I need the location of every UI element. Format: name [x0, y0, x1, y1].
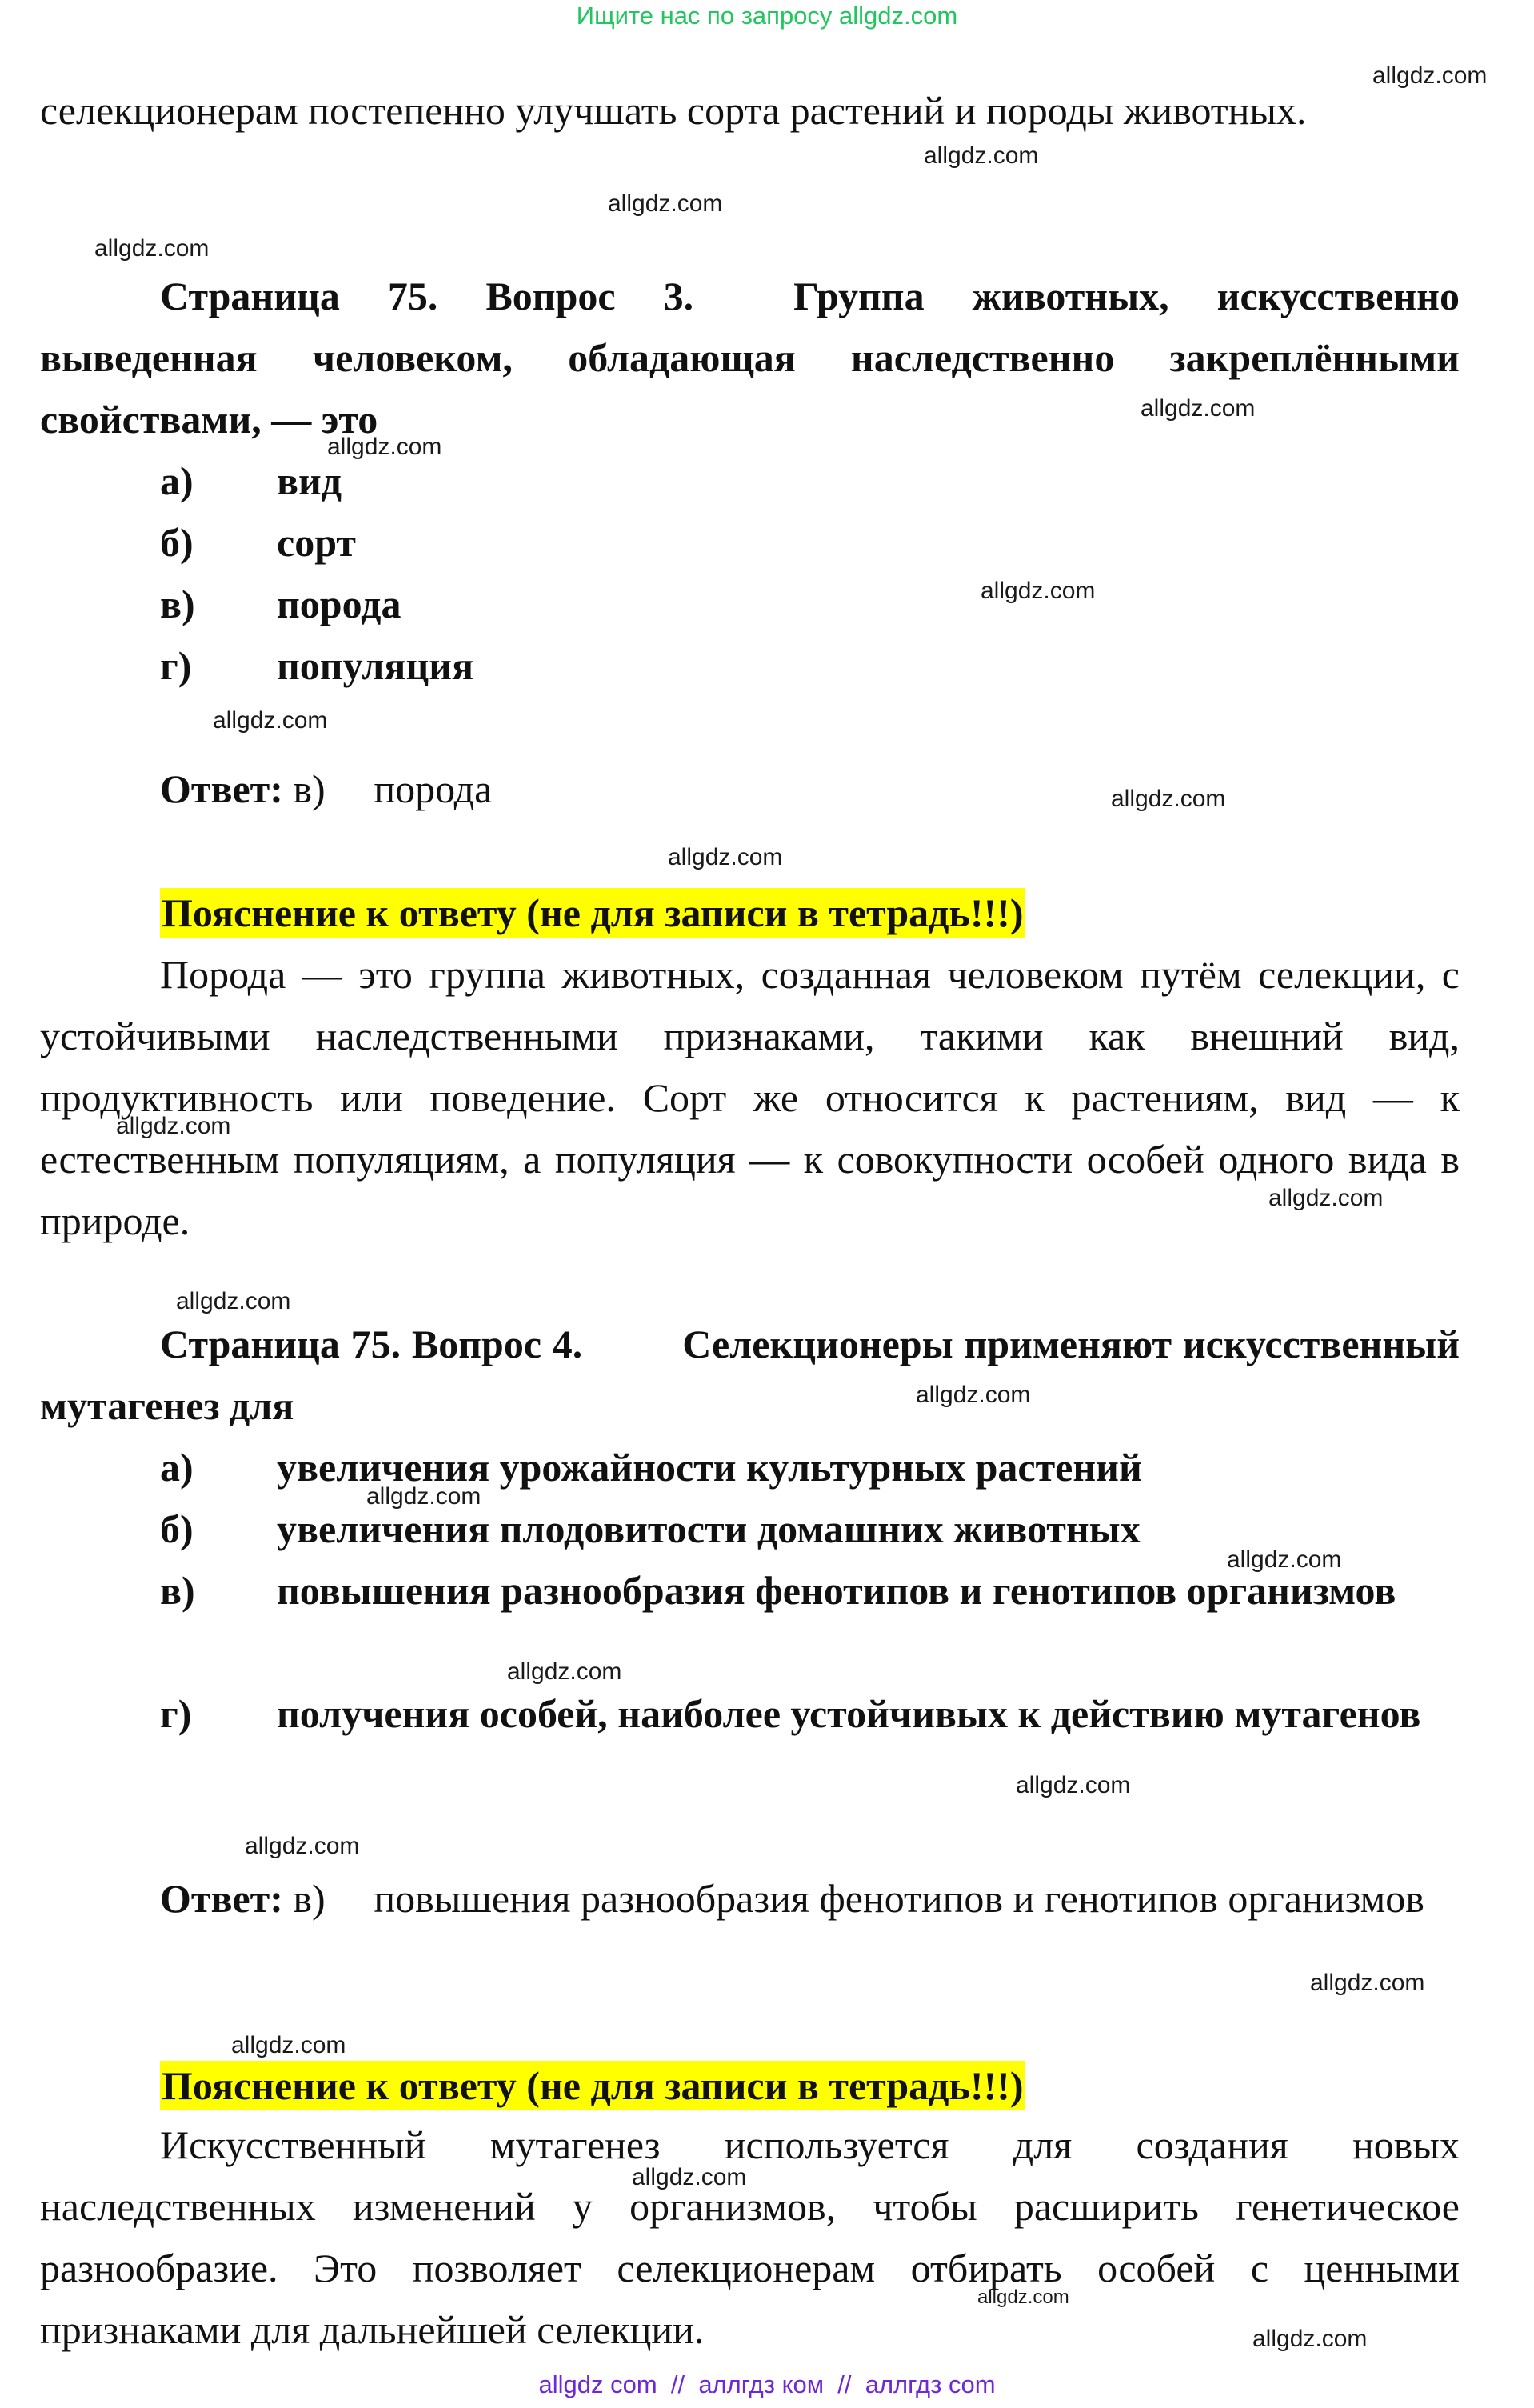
watermark: allgdz.com	[507, 1658, 622, 1685]
watermark: allgdz.com	[94, 235, 210, 262]
watermark: allgdz.com	[231, 2032, 346, 2058]
q3-answer-letter: в)	[293, 766, 326, 811]
watermark: allgdz.com	[1111, 786, 1226, 812]
q4-explanation: Искусственный мутагенез используется для создания новых наследственных изменений у организмов, чтобы расширить генетическое разнообразие. Это позволяет селекционерам отбирать особей с ценными признаками для дальнейшей селекции.	[40, 2122, 1460, 2352]
watermark: allgdz.com	[327, 434, 442, 460]
watermark: allgdz.com	[924, 142, 1039, 169]
watermark: allgdz.com	[1310, 1970, 1425, 1996]
q3-answer	[160, 758, 492, 820]
watermark: allgdz.com	[213, 707, 328, 734]
watermark: allgdz.com	[1227, 1546, 1342, 1573]
watermark: allgdz.com	[1252, 2326, 1368, 2352]
q3-option-c: в) порода	[160, 582, 401, 626]
q3-answer-text: порода	[374, 766, 493, 811]
q4-answer-text: повышения разнообразия фенотипов и генотипов организмов	[374, 1876, 1424, 1921]
watermark: allgdz.com	[1141, 395, 1256, 422]
q3-answer-label: Ответ:	[160, 766, 283, 811]
q3-option-b: б) сорт	[160, 520, 356, 565]
watermark: allgdz.com	[176, 1288, 291, 1314]
q3-heading: Страница 75. Вопрос 3.	[160, 274, 694, 318]
q4-explanation-title: Пояснение к ответу (не для записи в тетрадь!!!)	[160, 2061, 1025, 2110]
watermark: allgdz.com	[1372, 62, 1488, 89]
footer-links[interactable]: allgdz com // аллгдз ком // аллгдз com	[538, 2370, 996, 2398]
watermark: allgdz.com	[632, 2164, 747, 2190]
q4-answer-label: Ответ:	[160, 1876, 283, 1921]
q4-option-d: г) получения особей, наиболее устойчивых к действию мутагенов	[160, 1691, 1421, 1736]
intro-paragraph: селекционерам постепенно улучшать сорта растений и породы животных.	[40, 88, 1307, 133]
q4-option-c: в) повышения разнообразия фенотипов и генотипов организмов	[160, 1568, 1396, 1613]
q4-heading: Страница 75. Вопрос 4.	[160, 1322, 583, 1366]
q3-explanation: Порода — это группа животных, созданная человеком путём селекции, с устойчивыми наследственными признаками, такими как внешний вид, продуктивность или поведение. Сорт же относится к растениям, вид — к естественным популяциям, а популяция — к совокупности особей одного вида в природе.	[40, 952, 1460, 1243]
watermark: allgdz.com	[916, 1382, 1031, 1408]
q4-answer-letter: в)	[293, 1876, 326, 1921]
q4-option-a: а) увеличения урожайности культурных растений	[160, 1445, 1142, 1490]
watermark: allgdz.com	[366, 1483, 481, 1510]
watermark: allgdz.com	[977, 2286, 1069, 2308]
q4-option-b: б) увеличения плодовитости домашних животных	[160, 1506, 1141, 1551]
promo-banner[interactable]: Ищите нас по запросу allgdz.com	[576, 2, 958, 30]
q4-question	[40, 1314, 1460, 1437]
q4-question-text: Селекционеры применяют искусственный мутагенез для	[40, 1322, 1460, 1428]
q4-answer	[40, 1868, 1460, 1930]
q3-question	[40, 266, 1460, 450]
watermark: allgdz.com	[981, 578, 1096, 604]
q3-question-text: Группа животных, искусственно выведенная человеком, обладающая наследственно закреплёнными свойствами, — это	[40, 274, 1460, 442]
watermark: allgdz.com	[668, 844, 783, 870]
q3-explanation-title: Пояснение к ответу (не для записи в тетрадь!!!)	[160, 888, 1025, 938]
watermark: allgdz.com	[1016, 1772, 1131, 1798]
watermark: allgdz.com	[1268, 1185, 1384, 1211]
watermark: allgdz.com	[245, 1833, 360, 1859]
q3-option-d: г) популяция	[160, 643, 474, 688]
watermark: allgdz.com	[608, 190, 723, 217]
watermark: allgdz.com	[116, 1113, 231, 1139]
q3-option-a: а) вид	[160, 458, 342, 503]
